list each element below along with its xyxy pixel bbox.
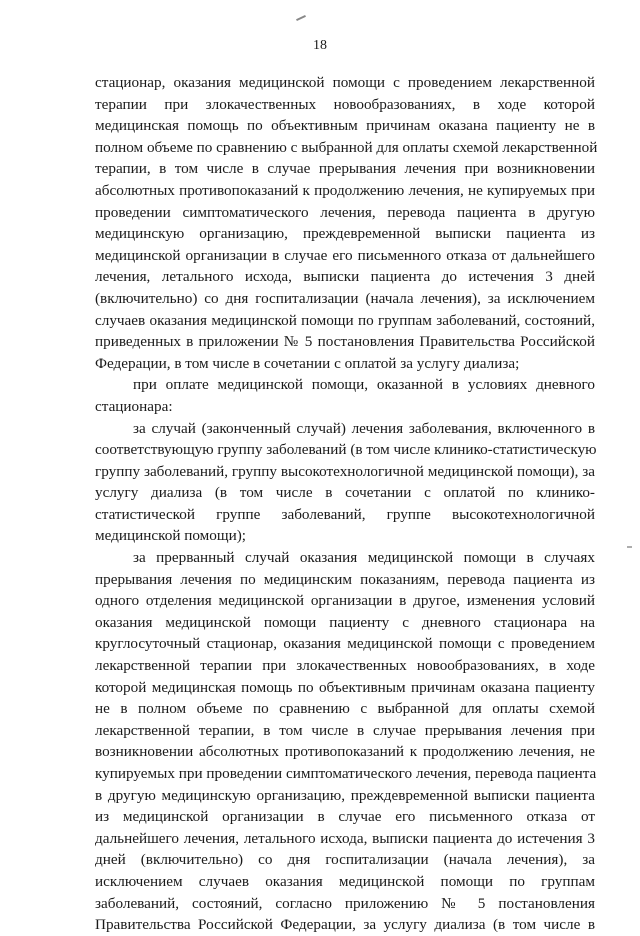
scan-artifact-mark — [296, 15, 306, 21]
text-line: медицинской организации в случае его письменного отказа от дальнейшего — [95, 246, 595, 264]
text-line: Федерации, в том числе в сочетании с оплатой за услугу диализа; — [95, 354, 520, 372]
body-text — [95, 72, 598, 936]
text-line: дней (включительно) со дня госпитализации (начала лечения), за — [95, 851, 595, 869]
text-line: лекарственной терапии при злокачественных новообразованиях, в ходе — [95, 657, 595, 675]
text-line: (включительно) со дня госпитализации (начала лечения), за исключением — [95, 289, 595, 307]
text-line: из медицинской организации в случае его письменного отказа от — [95, 808, 595, 826]
text-line: группу заболеваний, группу высокотехнологичной медицинской помощи), за — [95, 462, 595, 480]
text-line: медицинскую организацию, преждевременной выписки пациента из — [95, 225, 595, 243]
text-line: одного отделения медицинской организации в другое, изменения условий — [95, 592, 595, 610]
text-line: стационар, оказания медицинской помощи с проведением лекарственной — [95, 74, 595, 91]
text-line: лекарственной терапии, в том числе в случае прерывания лечения при — [95, 721, 595, 739]
text-line: полном объеме по сравнению с выбранной для оплаты схемой лекарственной — [95, 138, 598, 156]
text-line: услугу диализа (в том числе в сочетании с оплатой по клинико- — [95, 484, 595, 502]
text-line: случаев оказания медицинской помощи по группам заболеваний, состояний, — [95, 311, 595, 329]
text-line: заболеваний, состояний, согласно приложению № 5 постановления — [95, 894, 595, 912]
text-line: которой медицинская помощь по объективным причинам оказана пациенту — [95, 678, 595, 696]
scan-artifact-mark — [627, 546, 632, 548]
text-line: за случай (законченный случай) лечения заболевания, включенного в — [133, 419, 595, 437]
text-line: не в полном объеме по сравнению с выбранной для оплаты схемой — [95, 700, 595, 718]
text-line: круглосуточный стационар, оказания медицинской помощи с проведением — [95, 635, 595, 653]
text-line: терапии, в том числе в случае прерывания лечения при возникновении — [95, 160, 595, 178]
text-line: абсолютных противопоказаний к продолжению лечения, не купируемых при — [95, 181, 595, 199]
page-number: 18 — [313, 38, 327, 53]
text-line: дальнейшего лечения, летального исхода, выписки пациента до истечения 3 — [95, 829, 595, 847]
text-line: за прерванный случай оказания медицинской помощи в случаях — [133, 549, 595, 567]
text-line: медицинская помощь по объективным причинам оказана пациенту не в — [95, 117, 595, 135]
text-line: медицинской помощи); — [95, 527, 246, 545]
text-line: проведении симптоматического лечения, перевода пациента в другую — [95, 203, 595, 221]
text-line: исключением случаев оказания медицинской помощи по группам — [95, 872, 595, 890]
text-line: купируемых при проведении симптоматического лечения, перевода пациента — [95, 765, 597, 782]
text-line: терапии при злокачественных новообразованиях, в ходе которой — [95, 95, 595, 113]
text-line: возникновении абсолютных противопоказаний к продолжению лечения, не — [95, 743, 595, 761]
text-line: прерывания лечения по медицинским показаниям, перевода пациента из — [95, 570, 595, 588]
text-line: Правительства Российской Федерации, за услугу диализа (в том числе в — [95, 916, 595, 934]
text-line: лечения, летального исхода, выписки пациента до истечения 3 дней — [95, 268, 595, 286]
text-line: приведенных в приложении № 5 постановления Правительства Российской — [95, 333, 595, 351]
text-line: стационара: — [95, 397, 173, 415]
text-line: статистической группе заболеваний, группе высокотехнологичной — [95, 505, 595, 523]
text-line: при оплате медицинской помощи, оказанной в условиях дневного — [133, 376, 595, 394]
text-line: соответствующую группу заболеваний (в том числе клинико-статистическую — [95, 441, 597, 459]
text-line: оказания медицинской помощи пациенту с дневного стационара на — [95, 613, 595, 631]
text-line: в другую медицинскую организацию, преждевременной выписки пациента — [95, 786, 595, 804]
